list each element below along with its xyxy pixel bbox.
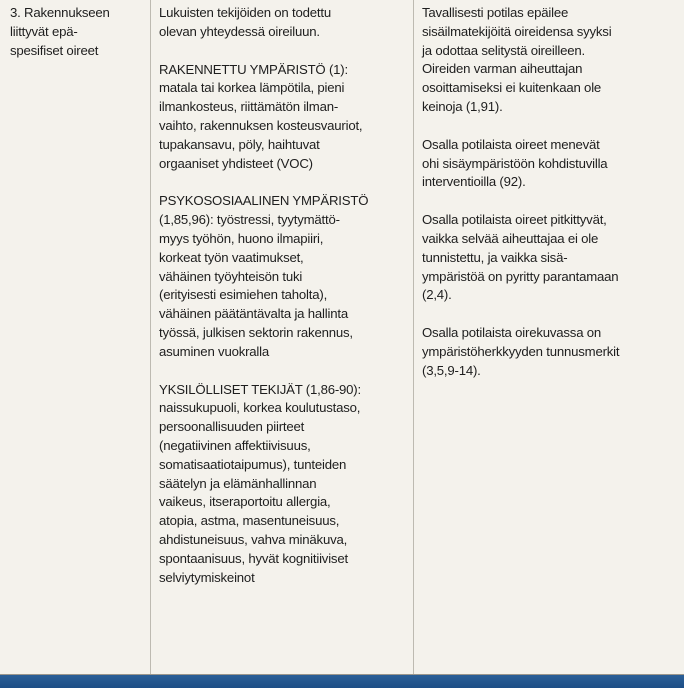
col3-paragraph-2 [422, 136, 678, 192]
text-line: liittyvät epä- [10, 23, 78, 39]
text-line: Osalla potilaista oirekuvassa on [422, 325, 602, 341]
text-line: (erityisesti esimiehen taholta), [159, 287, 328, 303]
text-line: (3,5,9-14). [422, 362, 481, 378]
text-line: Osalla potilaista oireet pitkittyvät, [422, 212, 607, 228]
text-line: vaihto, rakennuksen kosteusvauriot, [159, 117, 363, 133]
paragraph-gap [422, 192, 678, 211]
col2-paragraph-1 [159, 4, 407, 42]
text-line: matala tai korkea lämpötila, pieni [159, 80, 345, 96]
text-line: vähäinen päätäntävalta ja hallinta [159, 306, 348, 322]
text-line: ympäristöä on pyritty parantamaan [422, 268, 619, 284]
text-line: keinoja (1,91). [422, 98, 503, 114]
text-line: sisäilmatekijöitä oireidensa syyksi [422, 23, 612, 39]
text-line: Lukuisten tekijöiden on todettu [159, 5, 331, 20]
text-line: spesifiset oireet [10, 42, 99, 58]
text-line: somatisaatiotaipumus), tunteiden [159, 456, 347, 472]
text-line: Osalla potilaista oireet menevät [422, 136, 600, 152]
text-line: Oireiden varman aiheuttajan [422, 61, 583, 77]
text-line: vaikeus, itseraportoitu allergia, [159, 494, 331, 510]
condition-name-column [0, 0, 150, 675]
text-line: ympäristöherkkyyden tunnusmerkit [422, 343, 620, 359]
text-line: ja odottaa selitystä oireilleen. [422, 42, 585, 58]
clinical-notes-column [413, 0, 684, 675]
text-line: ohi sisäympäristöön kohdistuvilla [422, 155, 608, 171]
col3-paragraph-4 [422, 324, 678, 380]
text-line: osoittamiseksi ei kuitenkaan ole [422, 80, 602, 96]
text-line: myys työhön, huono ilmapiiri, [159, 230, 324, 246]
risk-factors-column [150, 0, 413, 675]
text-line: YKSILÖLLISET TEKIJÄT (1,86-90): [159, 381, 361, 397]
col2-paragraph-2 [159, 61, 407, 174]
col2-paragraph-4 [159, 381, 407, 588]
text-line: tunnistettu, ja vaikka sisä- [422, 249, 568, 265]
text-line: selviytymiskeinot [159, 569, 255, 585]
text-line: (negatiivinen affektiivisuus, [159, 437, 311, 453]
text-line: interventioilla (92). [422, 174, 526, 190]
text-line: korkeat työn vaatimukset, [159, 249, 304, 265]
text-line: RAKENNETTU YMPÄRISTÖ (1): [159, 61, 348, 77]
col3-paragraph-1 [422, 4, 678, 117]
paragraph-gap [422, 117, 678, 136]
text-line: persoonallisuuden piirteet [159, 419, 305, 435]
text-line: Tavallisesti potilas epäilee [422, 5, 569, 20]
paragraph-gap [422, 305, 678, 324]
text-line: olevan yhteydessä oireiluun. [159, 23, 320, 39]
text-line: spontaanisuus, hyvät kognitiiviset [159, 550, 348, 566]
text-line: atopia, astma, masentuneisuus, [159, 513, 340, 529]
text-line: 3. Rakennukseen [10, 5, 110, 20]
col2-paragraph-3 [159, 192, 407, 361]
text-line: asuminen vuokralla [159, 343, 270, 359]
col3-paragraph-3 [422, 211, 678, 305]
paragraph-gap [159, 173, 407, 192]
text-line: säätelyn ja elämänhallinnan [159, 475, 317, 491]
page-bottom-band [0, 675, 684, 688]
text-line: (2,4). [422, 287, 452, 303]
col1-paragraph-1 [10, 4, 144, 60]
text-line: PSYKOSOSIAALINEN YMPÄRISTÖ [159, 193, 369, 209]
text-line: orgaaniset yhdisteet (VOC) [159, 155, 313, 171]
text-line: työssä, julkisen sektorin rakennus, [159, 324, 353, 340]
text-line: ilmankosteus, riittämätön ilman- [159, 99, 339, 115]
text-line: vähäinen työyhteisön tuki [159, 268, 303, 284]
text-line: tupakansavu, pöly, haihtuvat [159, 136, 320, 152]
text-line: naissukupuoli, korkea koulutustaso, [159, 400, 361, 416]
text-line: ahdistuneisuus, vahva minäkuva, [159, 531, 348, 547]
text-line: vaikka selvää aiheuttajaa ei ole [422, 230, 599, 246]
text-line: (1,85,96): työstressi, tyytymättö- [159, 212, 340, 228]
paragraph-gap [159, 362, 407, 381]
paragraph-gap [159, 42, 407, 61]
